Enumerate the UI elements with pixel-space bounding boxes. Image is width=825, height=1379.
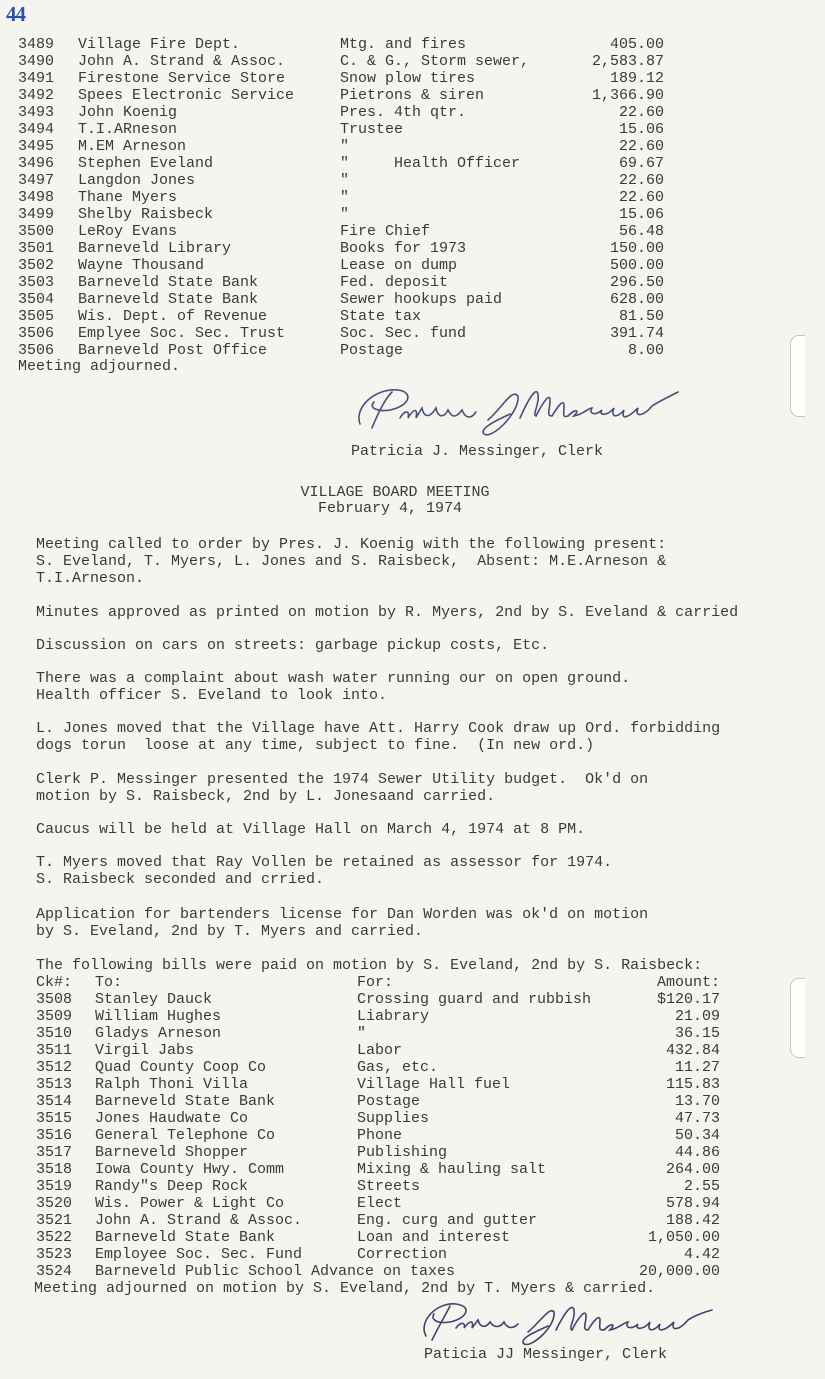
check-number: 3500: [18, 223, 55, 240]
bill-row: [0, 991, 825, 1008]
amount: 188.42: [665, 1212, 720, 1229]
amount: 115.83: [665, 1076, 720, 1093]
purpose: Postage: [357, 1093, 421, 1110]
check-number: 3510: [36, 1025, 73, 1042]
amount: 189.12: [609, 70, 664, 87]
amount: 150.00: [609, 240, 664, 257]
check-number: 3493: [18, 104, 55, 121]
amount: 56.48: [618, 223, 664, 240]
purpose: Correction: [357, 1246, 448, 1263]
payee: T.I.ARneson: [78, 121, 178, 138]
bill-row: [0, 274, 825, 291]
check-number: 3502: [18, 257, 55, 274]
purpose: ": [357, 1025, 367, 1042]
payee: Barneveld Post Office: [78, 342, 268, 359]
check-number: 3498: [18, 189, 55, 206]
check-number: 3519: [36, 1178, 73, 1195]
check-number: 3505: [18, 308, 55, 325]
bill-row: [0, 206, 825, 223]
bill-row: [0, 1263, 825, 1280]
bill-row: [0, 308, 825, 325]
payee: Spees Electronic Service: [78, 87, 295, 104]
bills-intro: The following bills were paid on motion by S. Eveland, 2nd by S. Raisbeck:: [36, 957, 703, 974]
payee: Barneveld State Bank: [78, 274, 259, 291]
meeting-title: VILLAGE BOARD MEETING: [300, 484, 490, 501]
amount: 296.50: [609, 274, 664, 291]
bill-row: [0, 1008, 825, 1025]
check-number: 3506: [18, 342, 55, 359]
purpose: Supplies: [357, 1110, 430, 1127]
purpose: ": [340, 138, 350, 155]
meeting-date: February 4, 1974: [317, 500, 463, 517]
header-payee: To:: [95, 974, 123, 991]
purpose: Elect: [357, 1195, 403, 1212]
payee: John A. Strand & Assoc.: [95, 1212, 303, 1229]
amount: 47.73: [674, 1110, 720, 1127]
amount: 44.86: [674, 1144, 720, 1161]
purpose: Sewer hookups paid: [340, 291, 503, 308]
amount: 4.42: [683, 1246, 720, 1263]
check-number: 3524: [36, 1263, 73, 1280]
header-purpose: For:: [357, 974, 394, 991]
bill-row: [0, 1127, 825, 1144]
bill-row: [0, 1144, 825, 1161]
bill-row: [0, 53, 825, 70]
purpose: Snow plow tires: [340, 70, 476, 87]
bill-row: [0, 172, 825, 189]
amount: 22.60: [618, 172, 664, 189]
bill-row: [0, 1042, 825, 1059]
purpose: Pres. 4th qtr.: [340, 104, 467, 121]
check-number: 3501: [18, 240, 55, 257]
check-number: 3513: [36, 1076, 73, 1093]
payee: Langdon Jones: [78, 172, 196, 189]
payee: John A. Strand & Assoc.: [78, 53, 286, 70]
payee: Ralph Thoni Villa: [95, 1076, 249, 1093]
clerk-name-2: Paticia JJ Messinger, Clerk: [424, 1346, 668, 1363]
check-number: 3511: [36, 1042, 73, 1059]
amount: 13.70: [674, 1093, 720, 1110]
amount: 20,000.00: [638, 1263, 720, 1280]
amount: 22.60: [618, 189, 664, 206]
bill-row: [0, 1161, 825, 1178]
payee: Jones Haudwate Co: [95, 1110, 249, 1127]
amount: 36.15: [674, 1025, 720, 1042]
check-number: 3522: [36, 1229, 73, 1246]
amount: 50.34: [674, 1127, 720, 1144]
bill-row: [0, 1246, 825, 1263]
purpose: Loan and interest: [357, 1229, 511, 1246]
amount: $120.17: [656, 991, 720, 1008]
purpose: Postage: [340, 342, 404, 359]
payee: Gladys Arneson: [95, 1025, 222, 1042]
minutes-line: Application for bartenders license for Dan Worden was ok'd on motion: [36, 906, 649, 923]
check-number: 3518: [36, 1161, 73, 1178]
clerk-name-1: Patricia J. Messinger, Clerk: [351, 443, 604, 460]
header-amount: Amount:: [656, 974, 720, 991]
bill-row: [0, 1025, 825, 1042]
amount: 2,583.87: [591, 53, 664, 70]
minutes-line: Clerk P. Messinger presented the 1974 Sewer Utility budget. Ok'd on: [36, 771, 649, 788]
check-number: 3517: [36, 1144, 73, 1161]
payee: Barneveld Public School Advance on taxes: [95, 1263, 456, 1280]
purpose: Mixing & hauling salt: [357, 1161, 547, 1178]
amount: 22.60: [618, 104, 664, 121]
amount: 578.94: [665, 1195, 720, 1212]
minutes-line: dogs torun loose at any time, subject to fine. (In new ord.): [36, 737, 595, 754]
bill-row: [0, 70, 825, 87]
bill-row: [0, 1212, 825, 1229]
bill-row: [0, 1093, 825, 1110]
payee: John Koenig: [78, 104, 178, 121]
bill-row: [0, 189, 825, 206]
check-number: 3515: [36, 1110, 73, 1127]
amount: 11.27: [674, 1059, 720, 1076]
bill-row: [0, 257, 825, 274]
bill-row: [0, 325, 825, 342]
purpose: ": [340, 172, 350, 189]
purpose: Crossing guard and rubbish: [357, 991, 592, 1008]
bill-row: [0, 1059, 825, 1076]
amount: 628.00: [609, 291, 664, 308]
adjourned-note-2: Meeting adjourned on motion by S. Eveland, 2nd by T. Myers & carried.: [34, 1280, 656, 1297]
purpose: Eng. curg and gutter: [357, 1212, 538, 1229]
check-number: 3516: [36, 1127, 73, 1144]
header-check-number: Ck#:: [36, 974, 73, 991]
check-number: 3492: [18, 87, 55, 104]
minutes-line: S. Raisbeck seconded and crried.: [36, 871, 325, 888]
purpose: ": [340, 206, 350, 223]
purpose: Trustee: [340, 121, 404, 138]
payee: Village Fire Dept.: [78, 36, 241, 53]
check-number: 3489: [18, 36, 55, 53]
payee: Employee Soc. Sec. Fund: [95, 1246, 303, 1263]
payee: Barneveld Library: [78, 240, 232, 257]
amount: 432.84: [665, 1042, 720, 1059]
payee: Barneveld Shopper: [95, 1144, 249, 1161]
purpose: " Health Officer: [340, 155, 521, 172]
check-number: 3521: [36, 1212, 73, 1229]
check-number: 3509: [36, 1008, 73, 1025]
check-number: 3506: [18, 325, 55, 342]
check-number: 3491: [18, 70, 55, 87]
check-number: 3508: [36, 991, 73, 1008]
minutes-line: Minutes approved as printed on motion by R. Myers, 2nd by S. Eveland & carried: [36, 604, 739, 621]
amount: 500.00: [609, 257, 664, 274]
bill-row: [0, 342, 825, 359]
check-number: 3494: [18, 121, 55, 138]
payee: Stanley Dauck: [95, 991, 213, 1008]
payee: Barneveld State Bank: [78, 291, 259, 308]
amount: 22.60: [618, 138, 664, 155]
bill-row: [0, 1229, 825, 1246]
minutes-line: There was a complaint about wash water running our on open ground.: [36, 670, 631, 687]
check-number: 3514: [36, 1093, 73, 1110]
check-number: 3503: [18, 274, 55, 291]
adjourned-note-1: Meeting adjourned.: [18, 358, 181, 375]
bill-row: [0, 1195, 825, 1212]
check-number: 3490: [18, 53, 55, 70]
purpose: ": [340, 189, 350, 206]
minutes-line: L. Jones moved that the Village have Att. Harry Cook draw up Ord. forbidding: [36, 720, 721, 737]
purpose: Soc. Sec. fund: [340, 325, 467, 342]
purpose: Village Hall fuel: [357, 1076, 511, 1093]
amount: 405.00: [609, 36, 664, 53]
amount: 15.06: [618, 206, 664, 223]
purpose: Fed. deposit: [340, 274, 449, 291]
purpose: Lease on dump: [340, 257, 458, 274]
purpose: Fire Chief: [340, 223, 431, 240]
check-number: 3496: [18, 155, 55, 172]
bill-row: [0, 87, 825, 104]
purpose: Phone: [357, 1127, 403, 1144]
bill-row: [0, 36, 825, 53]
payee: Shelby Raisbeck: [78, 206, 214, 223]
bill-row: [0, 1110, 825, 1127]
payee: Randy"s Deep Rock: [95, 1178, 249, 1195]
bill-row: [0, 104, 825, 121]
payee: Thane Myers: [78, 189, 178, 206]
payee: Barneveld State Bank: [95, 1229, 276, 1246]
bill-row: [0, 1178, 825, 1195]
minutes-line: motion by S. Raisbeck, 2nd by L. Jonesaand carried.: [36, 788, 496, 805]
check-number: 3512: [36, 1059, 73, 1076]
clerk-signature-1: [352, 378, 682, 442]
amount: 1,050.00: [647, 1229, 720, 1246]
payee: Emplyee Soc. Sec. Trust: [78, 325, 286, 342]
amount: 81.50: [618, 308, 664, 325]
bill-row: [0, 1076, 825, 1093]
clerk-signature-2: [416, 1298, 716, 1350]
payee: William Hughes: [95, 1008, 222, 1025]
punch-hole-bottom: [790, 978, 805, 1058]
payee: M.EM Arneson: [78, 138, 187, 155]
purpose: Books for 1973: [340, 240, 467, 257]
page-number: 44: [6, 2, 25, 26]
payee: Wis. Power & Light Co: [95, 1195, 285, 1212]
bills-header: [0, 974, 825, 991]
amount: 21.09: [674, 1008, 720, 1025]
amount: 1,366.90: [591, 87, 664, 104]
bill-row: [0, 155, 825, 172]
purpose: C. & G., Storm sewer,: [340, 53, 530, 70]
minutes-line: Health officer S. Eveland to look into.: [36, 687, 388, 704]
payee: Stephen Eveland: [78, 155, 214, 172]
payee: Iowa County Hwy. Comm: [95, 1161, 285, 1178]
bill-row: [0, 240, 825, 257]
minutes-line: T. Myers moved that Ray Vollen be retained as assessor for 1974.: [36, 854, 613, 871]
check-number: 3499: [18, 206, 55, 223]
bill-row: [0, 138, 825, 155]
payee: LeRoy Evans: [78, 223, 178, 240]
bill-row: [0, 291, 825, 308]
bill-row: [0, 223, 825, 240]
purpose: Publishing: [357, 1144, 448, 1161]
purpose: Labor: [357, 1042, 403, 1059]
check-number: 3495: [18, 138, 55, 155]
amount: 8.00: [627, 342, 664, 359]
payee: Wis. Dept. of Revenue: [78, 308, 268, 325]
minutes-line: T.I.Arneson.: [36, 570, 145, 587]
check-number: 3504: [18, 291, 55, 308]
minutes-line: Discussion on cars on streets: garbage pickup costs, Etc.: [36, 637, 550, 654]
purpose: Pietrons & siren: [340, 87, 485, 104]
purpose: Gas, etc.: [357, 1059, 439, 1076]
payee: Firestone Service Store: [78, 70, 286, 87]
purpose: Streets: [357, 1178, 421, 1195]
minutes-line: Caucus will be held at Village Hall on March 4, 1974 at 8 PM.: [36, 821, 586, 838]
minutes-line: Meeting called to order by Pres. J. Koenig with the following present:: [36, 536, 667, 553]
bill-row: [0, 121, 825, 138]
payee: Wayne Thousand: [78, 257, 205, 274]
payee: Quad County Coop Co: [95, 1059, 267, 1076]
purpose: State tax: [340, 308, 422, 325]
amount: 2.55: [683, 1178, 720, 1195]
payee: General Telephone Co: [95, 1127, 276, 1144]
amount: 15.06: [618, 121, 664, 138]
payee: Virgil Jabs: [95, 1042, 195, 1059]
amount: 391.74: [609, 325, 664, 342]
amount: 264.00: [665, 1161, 720, 1178]
check-number: 3497: [18, 172, 55, 189]
payee: Barneveld State Bank: [95, 1093, 276, 1110]
amount: 69.67: [618, 155, 664, 172]
minutes-line: by S. Eveland, 2nd by T. Myers and carried.: [36, 923, 424, 940]
check-number: 3523: [36, 1246, 73, 1263]
check-number: 3520: [36, 1195, 73, 1212]
minutes-line: S. Eveland, T. Myers, L. Jones and S. Raisbeck, Absent: M.E.Arneson &: [36, 553, 667, 570]
purpose: Mtg. and fires: [340, 36, 467, 53]
purpose: Liabrary: [357, 1008, 430, 1025]
punch-hole-top: [790, 335, 805, 417]
